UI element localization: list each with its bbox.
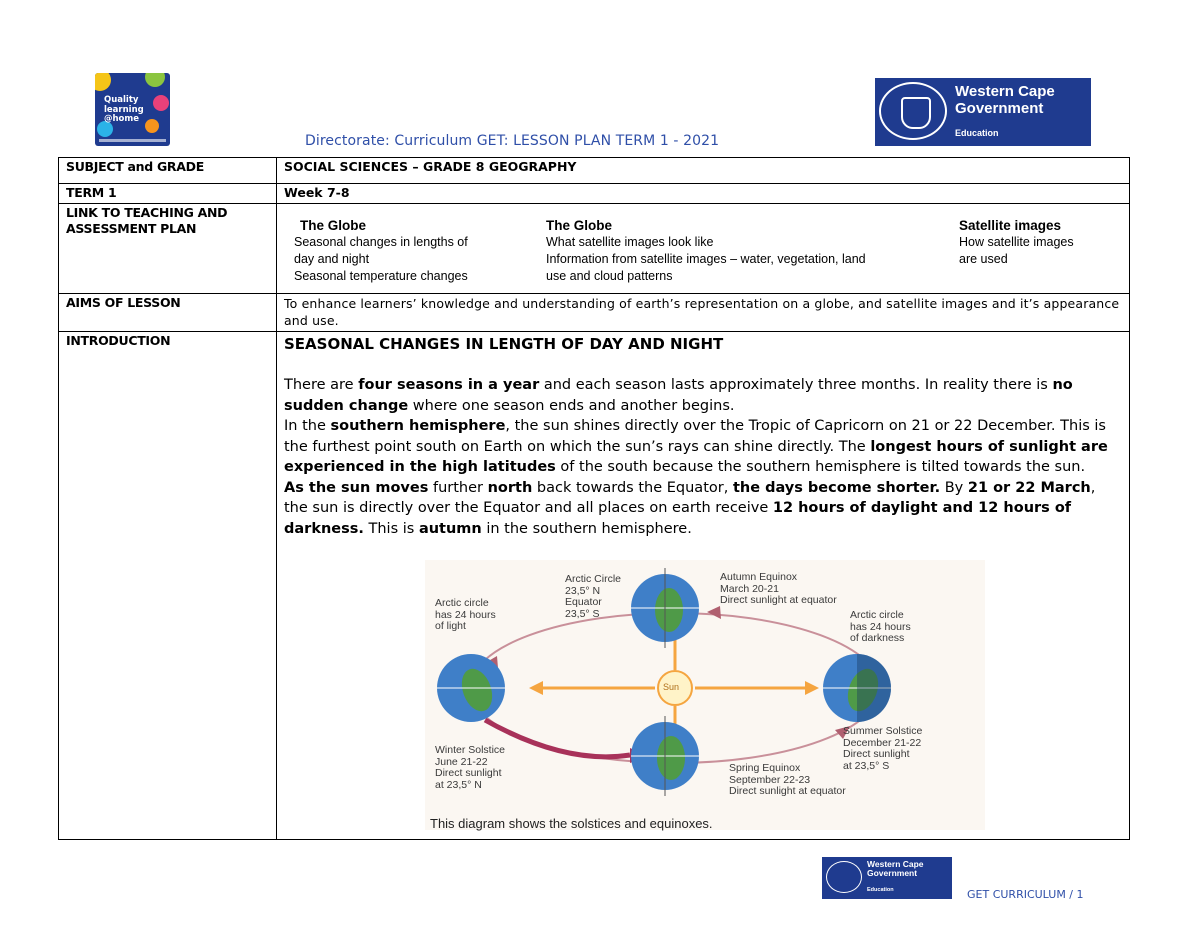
intro-paragraph-2: In the southern hemisphere, the sun shines directly over the Tropic of Capricorn on 21 or 22 December. This is the furthest point south on Earth on which the sun’s rays can shine directly. The longest hours of sunlight are experienced in the high latitudes of the south because the southern hemisphere is tilted towards the sun. (284, 418, 1108, 475)
label-winter-solstice: Winter Solstice June 21-22 Direct sunlight at 23,5° N (435, 744, 506, 791)
row-aims (59, 294, 1130, 332)
row-subject (59, 158, 1130, 184)
link-label: LINK TO TEACHING AND ASSESSMENT PLAN (59, 204, 277, 294)
aims-label: AIMS OF LESSON (59, 294, 277, 332)
link-col1-line: day and night (294, 252, 370, 266)
link-col-3 (959, 217, 1109, 268)
label-sun: Sun (663, 682, 680, 692)
link-col1-line: Seasonal temperature changes (294, 269, 468, 283)
label-arctic-circle-top: Arctic Circle 23,5° N Equator 23,5° S (565, 573, 622, 620)
directorate-title: Directorate: Curriculum GET: LESSON PLAN TERM 1 - 2021 (305, 133, 720, 149)
coat-of-arms-icon (879, 82, 947, 140)
globe-summer-icon (823, 654, 891, 722)
western-cape-logo (875, 78, 1091, 146)
link-col1-title: The Globe (300, 218, 367, 233)
diagram-caption: This diagram shows the solstices and equinoxes. (430, 816, 713, 831)
term-label: TERM 1 (59, 184, 277, 204)
arrowhead-icon (529, 681, 543, 695)
link-col2-line: use and cloud patterns (546, 269, 673, 283)
row-link (59, 204, 1130, 294)
footer-page-number: GET CURRICULUM / 1 (967, 888, 1084, 901)
coat-of-arms-icon (826, 861, 862, 893)
link-col3-title: Satellite images (959, 218, 1062, 233)
arrowhead-icon (805, 681, 819, 695)
link-col-1 (294, 217, 535, 285)
intro-label: INTRODUCTION (59, 332, 277, 840)
link-col2-line: Information from satellite images – water, vegetation, land (546, 252, 866, 266)
aims-value: To enhance learners’ knowledge and understanding of earth’s representation on a globe, and satellite images and it’s appearance and use. (277, 294, 1130, 332)
label-spring-equinox: Spring Equinox September 22-23 Direct sunlight at equator (729, 762, 846, 797)
subject-value: SOCIAL SCIENCES – GRADE 8 GEOGRAPHY (277, 158, 1130, 184)
row-term (59, 184, 1130, 204)
link-col-2 (546, 217, 966, 285)
arrowhead-icon (707, 606, 721, 619)
term-value: Week 7-8 (277, 184, 1130, 204)
label-arctic-dark: Arctic circle has 24 hours of darkness (850, 609, 911, 644)
link-col2-title: The Globe (546, 218, 613, 233)
globe-autumn-icon (631, 568, 699, 648)
link-col3-line: How satellite images (959, 235, 1074, 249)
orbit-arrow (485, 720, 630, 757)
logo-left-text: Quality learning @home (104, 95, 144, 124)
footer-logo (822, 857, 952, 899)
link-value (277, 204, 1130, 294)
logo-right-name: Western Cape Government (955, 83, 1055, 117)
link-col1-line: Seasonal changes in lengths of (294, 235, 468, 249)
footer-logo-name: Western Cape Government (867, 859, 924, 878)
link-col3-line: are used (959, 252, 1008, 266)
label-summer-solstice: Summer Solstice December 21-22 Direct sunlight at 23,5° S (843, 725, 923, 772)
label-autumn-equinox: Autumn Equinox March 20-21 Direct sunlight at equator (720, 571, 837, 606)
globe-winter-icon (437, 654, 505, 722)
subject-label: SUBJECT and GRADE (59, 158, 277, 184)
logo-right-dept: Education (955, 128, 999, 138)
label-arctic-light: Arctic circle has 24 hours of light (435, 597, 496, 632)
intro-paragraph-1: There are four seasons in a year and each season lasts approximately three months. In reality there is no sudden change where one season ends and another begins. (284, 377, 1073, 414)
seasons-diagram (425, 560, 985, 830)
globe-spring-icon (631, 716, 699, 796)
intro-paragraph-3: As the sun moves further north back towards the Equator, the days become shorter. By 21 or 22 March, the sun is directly over the Equator and all places on earth receive 12 hours of daylight and 12 hours of darkness. This is autumn in the southern hemisphere. (284, 479, 1096, 537)
quality-learning-logo (95, 73, 170, 146)
footer-logo-dept: Education (867, 887, 894, 893)
intro-heading: SEASONAL CHANGES IN LENGTH OF DAY AND NIGHT (284, 335, 724, 353)
link-col2-line: What satellite images look like (546, 235, 714, 249)
